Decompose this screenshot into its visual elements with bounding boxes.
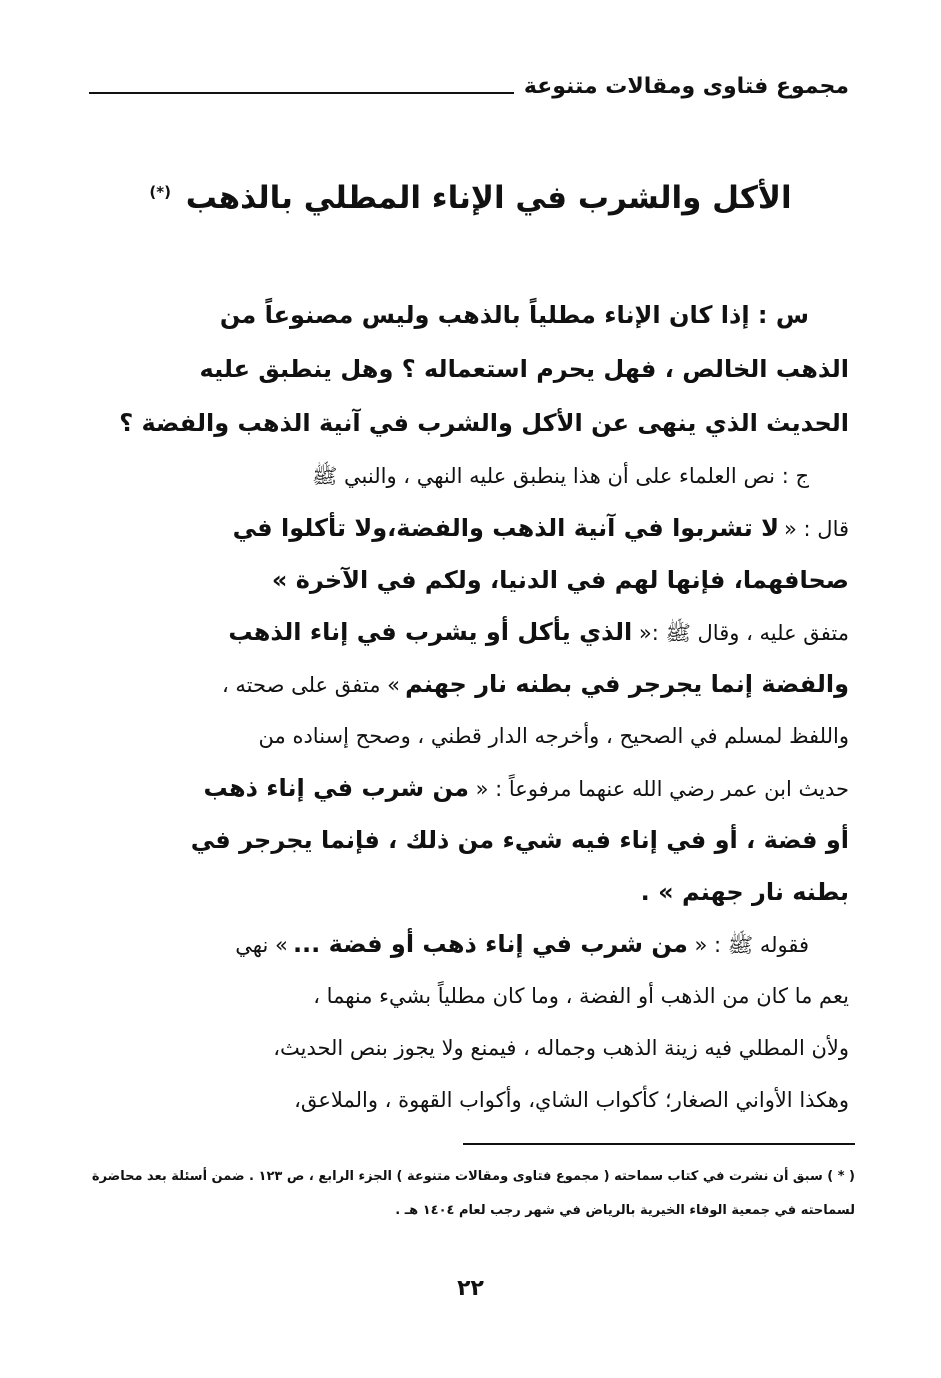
body-line xyxy=(87,918,849,970)
body-line xyxy=(87,658,849,710)
hadith-text: الذي يأكل أو يشرب في إناء الذهب xyxy=(228,618,633,646)
hadith-text: من شرب في إناء ذهب أو فضة ... xyxy=(292,930,688,958)
body-line xyxy=(87,762,849,814)
hadith-text: لا تشربوا في آنية الذهب والفضة،ولا تأكلوا في xyxy=(232,514,779,542)
answer-text: » متفق على صحته ، xyxy=(221,673,400,697)
page-number: ٢٢ xyxy=(457,1276,484,1301)
answer-text: قال : « xyxy=(784,517,849,541)
body-line xyxy=(87,970,849,1022)
answer-text: واللفظ لمسلم في الصحيح ، وأخرجه الدار قطني ، وصحح إسناده من xyxy=(258,724,849,748)
footnote-rule xyxy=(463,1143,855,1145)
question-text: س : إذا كان الإناء مطلياً بالذهب وليس مصنوعاً من xyxy=(219,301,809,329)
hadith-text: من شرب في إناء ذهب xyxy=(203,774,469,802)
answer-text: فقوله ﷺ : « xyxy=(687,933,809,957)
header-title: مجموع فتاوى ومقالات متنوعة xyxy=(523,73,849,99)
footnote-line: ( * ) سبق أن نشرت في كتاب سماحته ( مجموع فتاوى ومقالات متنوعة ) الجزء الرابع ، ص ١٢٣ . ضمن أسئلة بعد محاضرة xyxy=(91,1169,855,1184)
body-line xyxy=(87,288,849,342)
question-text: الذهب الخالص ، فهل يحرم استعماله ؟ وهل ينطبق عليه xyxy=(199,355,849,383)
answer-text: وهكذا الأواني الصغار؛ كأكواب الشاي، وأكواب القهوة ، والملاعق، xyxy=(294,1088,849,1112)
body-line xyxy=(87,450,849,502)
question-text: الحديث الذي ينهى عن الأكل والشرب في آنية الذهب والفضة ؟ xyxy=(119,409,849,437)
answer-text: يعم ما كان من الذهب أو الفضة ، وما كان مطلياً بشيء منهما ، xyxy=(313,984,849,1008)
footnote xyxy=(75,1160,855,1228)
answer-text: متفق عليه ، وقال ﷺ :« xyxy=(632,621,849,645)
body-line xyxy=(87,606,849,658)
hadith-text: صحافهما، فإنها لهم في الدنيا، ولكم في الآخرة » xyxy=(271,566,849,594)
answer-text: حديث ابن عمر رضي الله عنهما مرفوعاً : « xyxy=(468,777,849,801)
answer-text: » نهي xyxy=(235,933,288,957)
body-line xyxy=(87,554,849,606)
header-rule xyxy=(89,92,514,94)
hadith-text: أو فضة ، أو في إناء فيه شيء من ذلك ، فإنما يجرجر في xyxy=(190,826,849,854)
body-line xyxy=(87,1074,849,1126)
answer-text: ج : نص العلماء على أن هذا ينطبق عليه النهي ، والنبي ﷺ xyxy=(312,464,809,488)
hadith-text: والفضة إنما يجرجر في بطنه نار جهنم xyxy=(405,670,849,698)
article-title xyxy=(0,180,941,216)
article-title-text: الأكل والشرب في الإناء المطلي بالذهب xyxy=(185,180,792,216)
body-line xyxy=(87,866,849,918)
body-line xyxy=(87,710,849,762)
body-line xyxy=(87,342,849,396)
body-line xyxy=(87,1022,849,1074)
article-body xyxy=(87,288,849,1126)
title-footnote-mark: (*) xyxy=(149,182,171,201)
running-header xyxy=(89,66,849,106)
answer-text: ولأن المطلي فيه زينة الذهب وجماله ، فيمنع ولا يجوز بنص الحديث، xyxy=(273,1036,849,1060)
body-line xyxy=(87,396,849,450)
hadith-text: بطنه نار جهنم » . xyxy=(640,878,849,906)
footnote-line: لسماحته في جمعية الوفاء الخيرية بالرياض في شهر رجب لعام ١٤٠٤ هـ . xyxy=(395,1203,855,1218)
body-line xyxy=(87,814,849,866)
body-line xyxy=(87,502,849,554)
